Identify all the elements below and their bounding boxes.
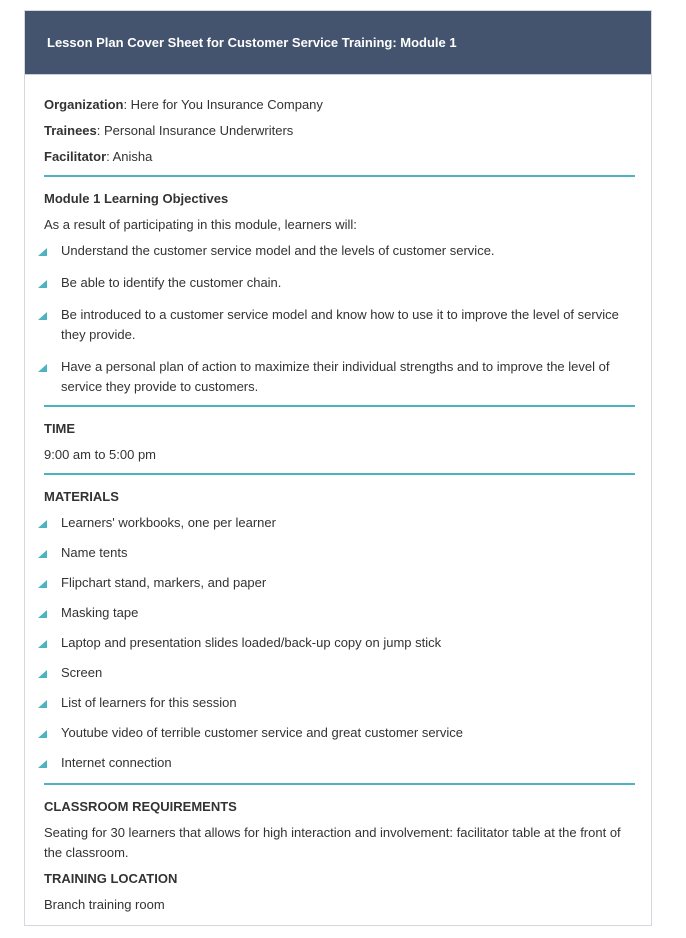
list-item-text: Masking tape bbox=[61, 605, 139, 620]
list-item bbox=[44, 357, 635, 397]
trainees-value: : Personal Insurance Underwriters bbox=[96, 123, 294, 138]
list-item bbox=[44, 753, 635, 773]
time-value: 9:00 am to 5:00 pm bbox=[44, 447, 157, 462]
classroom-value: Seating for 30 learners that allows for high interaction and involvement: facilitator table at the front of the classroom. bbox=[44, 825, 621, 860]
objectives-heading: Module 1 Learning Objectives bbox=[44, 191, 229, 206]
time-heading: TIME bbox=[44, 421, 76, 436]
facilitator-value: : Anisha bbox=[106, 149, 153, 164]
triangle-bullet-icon bbox=[38, 670, 47, 678]
list-item-text: Laptop and presentation slides loaded/back-up copy on jump stick bbox=[61, 635, 442, 650]
classroom-heading: CLASSROOM REQUIREMENTS bbox=[44, 799, 237, 814]
section-divider bbox=[44, 405, 635, 407]
triangle-bullet-icon bbox=[38, 550, 47, 558]
page-title: Lesson Plan Cover Sheet for Customer Service Training: Module 1 bbox=[25, 11, 651, 75]
facilitator-row bbox=[44, 147, 635, 167]
triangle-bullet-icon bbox=[38, 364, 47, 372]
list-item-text: Be able to identify the customer chain. bbox=[61, 275, 282, 290]
list-item-text: Name tents bbox=[61, 545, 128, 560]
list-item-text: Learners' workbooks, one per learner bbox=[61, 515, 276, 530]
trainees-label: Trainees bbox=[44, 123, 97, 138]
materials-list bbox=[44, 513, 635, 773]
sheet-content bbox=[25, 75, 651, 915]
facilitator-label: Facilitator bbox=[44, 149, 107, 164]
triangle-bullet-icon bbox=[38, 730, 47, 738]
organization-value: : Here for You Insurance Company bbox=[123, 97, 323, 112]
triangle-bullet-icon bbox=[38, 610, 47, 618]
objectives-list bbox=[44, 241, 635, 397]
organization-label: Organization bbox=[44, 97, 124, 112]
section-divider bbox=[44, 175, 635, 177]
lesson-plan-sheet bbox=[24, 10, 652, 926]
location-heading: TRAINING LOCATION bbox=[44, 871, 178, 886]
list-item bbox=[44, 663, 635, 683]
list-item-text: Youtube video of terrible customer service and great customer service bbox=[61, 725, 463, 740]
list-item bbox=[44, 305, 635, 345]
triangle-bullet-icon bbox=[38, 700, 47, 708]
trainees-row bbox=[44, 121, 635, 141]
list-item-text: Understand the customer service model and the levels of customer service. bbox=[61, 243, 495, 258]
materials-heading: MATERIALS bbox=[44, 489, 119, 504]
triangle-bullet-icon bbox=[38, 520, 47, 528]
list-item-text: Flipchart stand, markers, and paper bbox=[61, 575, 267, 590]
list-item-text: Have a personal plan of action to maximize their individual strengths and to improve the level of service they provide to customers. bbox=[61, 359, 610, 394]
triangle-bullet-icon bbox=[38, 760, 47, 768]
list-item bbox=[44, 273, 635, 293]
triangle-bullet-icon bbox=[38, 312, 47, 320]
list-item bbox=[44, 633, 635, 653]
list-item bbox=[44, 603, 635, 623]
organization-row bbox=[44, 95, 635, 115]
objectives-intro: As a result of participating in this module, learners will: bbox=[44, 217, 357, 232]
list-item bbox=[44, 723, 635, 743]
triangle-bullet-icon bbox=[38, 640, 47, 648]
list-item bbox=[44, 241, 635, 261]
list-item bbox=[44, 693, 635, 713]
location-value: Branch training room bbox=[44, 897, 165, 912]
list-item-text: Internet connection bbox=[61, 755, 172, 770]
triangle-bullet-icon bbox=[38, 248, 47, 256]
list-item bbox=[44, 543, 635, 563]
section-divider bbox=[44, 783, 635, 785]
list-item-text: Be introduced to a customer service model and know how to use it to improve the level of service they provide. bbox=[61, 307, 619, 342]
list-item-text: List of learners for this session bbox=[61, 695, 237, 710]
section-divider bbox=[44, 473, 635, 475]
triangle-bullet-icon bbox=[38, 580, 47, 588]
list-item bbox=[44, 573, 635, 593]
list-item bbox=[44, 513, 635, 533]
triangle-bullet-icon bbox=[38, 280, 47, 288]
list-item-text: Screen bbox=[61, 665, 103, 680]
